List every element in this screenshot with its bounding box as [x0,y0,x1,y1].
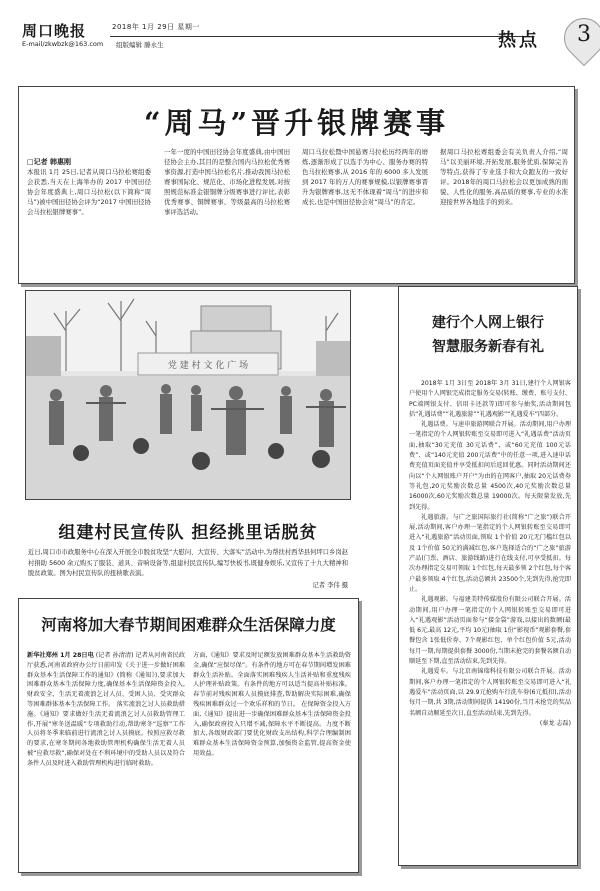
photo-story-title: 组建村民宣传队 担经挑里话脱贫 [58,523,318,543]
news-photo [25,290,351,500]
layout-editor: 组版编辑 滕永生 [116,41,164,49]
contact-email: E-mail/zkwbzk@163.com [22,40,104,48]
section-title: 热点 [498,30,540,51]
top-story-column-2: 一年一度的中国田径协会年度盛典,由中国田径协会主办,其目的是整合国内马拉松优秀赛事资源,打造中国马拉松名片,推动我国马拉松赛事国际化、规范化、市场化进程发展,对按照规范标准金银铜牌分级赛事进行评比,表彰优秀赛事、铜牌赛事、等级最高的马拉松赛事评选活动。 [164,148,290,216]
right-story-paragraph: 礼遇旅游。与广之旅国际旅行社(简称“广之旅”)联合开展,活动期间,客户办理一笔指定的个人网银转账至交易即可进入“礼遇旅游”活动页面,领取 1个价值 20元无门槛红包以及 1个价值 50元的满减红包,客户选择适合的“广之旅”旅游产品(门票、酒店、旅游线路)进行在线支付,可享受抵扣。每次办理指定交易可领取 1个红包,每天最多领 2个红包,每个客户最多领取 4个红包,活动总额共 23500个,先到先得,抢完即止。 [409,513,571,593]
top-story-column-1: 本报讯 1月 25日,记者从周口马拉松赛组委会获悉,当天在上海举办的 2017 中国田径协会年度盛典上,周口马拉松(以下简称“周马”)被中国田径协会评为“2017 中国田径协会马拉松银牌赛事”。 [27,168,151,216]
right-story-credit: (秦龙 志磊) [539,719,571,727]
top-story [18,86,575,284]
right-story [398,286,578,866]
right-story-title [399,311,577,359]
right-story-title-line-2: 智慧服务新春有礼 [432,339,544,355]
bottom-story-dateline: 新华社郑州 1月 28日电 [27,652,94,659]
bottom-story [18,598,359,873]
bottom-story-reporter: (记者 孙清清) [95,652,134,659]
photo-banner-text: 党 建 村 文 化 广 场 [167,361,249,371]
bottom-story-column-1 [27,651,185,769]
top-story-byline: □记者 韩惠刚 [27,158,72,166]
bottom-story-col1-text: 记者从河南省民政厅获悉,河南省政府办公厅日前印发《关于进一步做好困难群众基本生活保障工作的通知》(简称《通知》),要求加大困难群众基本生活保障力度,确保基本生活保障资金投入,财政安全、生活无着流浪乞讨人员、受困人员、受灾群众等困难群体基本生活保障工作。 落实流浪乞讨人员救助措施。《通知》要求做好生活无着流浪乞讨人员救助管理工作,开展“寒冬送温暖”专项救助行动,帮助寒冬“巡察”工作人员将冬季来临前进行流浪乞讨人员摸底。按照应救尽救的要求,在寒冬期间各地救助管理机构确保生活无着人员被“应救尽救”,确保对处在不利环境中的受助人员以及符合条件人员及时进入救助管理机构进行临时救助。 [27,652,186,767]
right-story-paragraph: 礼遇观影。与福建美特传媒股份有限公司联合开展。活动期间,用户办理一笔指定的个人网银转账至交易即可进入“礼遇观影”活动页面参与“接金袋”游戏,以接出的数额(最低 6元,最高 12元,平均 10元)抽取 1份“影视币”观影套餐,套餐包含 1张低价券、7个观影红包、单个红包价值 5元,活动每月一期,每期提供套餐 3000份,当期未抢完的套餐名额自动顺延至下期,直至活动结束,先到先得。 [409,596,571,666]
right-story-paragraph: 2018年 1月 3日至 2018年 3月 31日,建行个人网银客户使用个人网银完成指定服务交易(转账、缴费、账号支付、PC端网银支付、信用卡还款等)即可参与抽奖,活动期间包括“礼遇话费”“礼遇旅游”“礼遇观影”“礼遇爱车”四部分。 [409,380,571,418]
bottom-story-title: 河南将加大春节期间困难群众生活保障力度 [41,616,336,634]
newspaper-logo: 周口晚报 [22,22,87,40]
right-story-paragraph: 礼遇话费。与速申旅游网联合开展。活动期间,用户办理一笔指定的个人网银转账至交易即可进入“礼遇话费”活动页面,抽取“30元充值 30元话费”、或“60元充值 100元话费”、或“140元充值 200元话费”中的任意一项,进入速申话费充值页面充值并享受抵扣问后返回优惠。同时活动期间还向以“个人网银账户开户”为由的在网客户,抽取 20元话费券等礼包,20元奖励次数总量 4500次,40元奖励次数总量 16000次,60元奖励次数总量 19000次。每天限量发放,先到先得。 [409,421,571,511]
bottom-story-column-2: 方面,《通知》要求及时足额发放困难群众基本生活救助资金,确保“应保尽保”。有条件的地方可在春节期间增发困难群众生活补贴。全面落实困难残疾人生活补贴和重度残疾人护理补贴政策。有条件的地方可以适当提高补贴标准。春节前对残疾困难人员摸底排查,帮助解决实际困难,确保残疾困难群众过一个欢乐祥和的节日。 在保障资金投入方面,《通知》提出进一步确保困难群众基本生活保障资金投入,确保政府投入只增不减,保障水平不断提高。力度不断加大,各级财政部门要优化财政支出结构,科学合理编制困难群众基本生活保障资金预算,加强资金监管,提高资金使用效益。 [193,652,351,757]
top-story-title: “周马”晋升银牌赛事 [143,106,450,140]
header-divider [110,36,530,37]
right-story-title-line-1: 建行个人网上银行 [432,315,544,331]
top-story-column-3: 周口马拉松暨中国悬赛马拉松历经两年的磨炼,逐渐形成了以选手为中心、服务办赛的特色马拉松赛事,从 2016 年的 6000 多人发展到 2017 年的万人的赛事规模,以银牌赛事晋升为银牌赛事,这无不体现着“周马”的进步和成长,也是中国田径协会对“周马”的肯定。 [302,148,428,206]
top-story-column-4: 据周口马拉松赛组委会有关负责人介绍,“周马”以美丽环境,开拓发展,服务优质,保障完善等特点,获得了专业选手和大众跑友的一致好评。2018年的周口马拉松会以更加成熟的面貌、人性化的服务,高品质的赛事,专业的水准迎接世界各地选手的到来。 [440,148,568,206]
page-header [16,10,591,68]
villagers-dance-photo [26,291,351,500]
photo-credit: 记者 李伟 摄 [312,582,348,589]
photo-story-text: 近日,周口市市政服务中心在深入开展全市脱贫攻坚“大慰问、大宣传、大落实”活动中,为帮扶村西华县何坪口乡岗赵村捐助 5600 余元购买了服装、道具、音响设备等,组建村民宣传队,编写快板书,既健身娱乐,又宣传了十九大精神和脱贫政策。图为村民宣传队的扭秧歌表演。 [28,549,348,577]
page-number: 3 [577,22,591,47]
right-story-paragraph: 礼遇爱车。与北京南锦瑞科技有限公司联合开展。活动期间,客户办理一笔指定的个人网银转账至交易即可进入“礼遇爱车”活动页面,以 29.9元抢购车行洗车券(6元抵扣),活动每月一期,共 3期,活动期间提供 14190份,当月未抢完的奖品名额自动顺延至次日,直至活动结束,先到先得。 [409,668,571,717]
right-story-body [409,379,571,729]
issue-date: 2018年 1月 29日 星期一 [112,23,200,31]
